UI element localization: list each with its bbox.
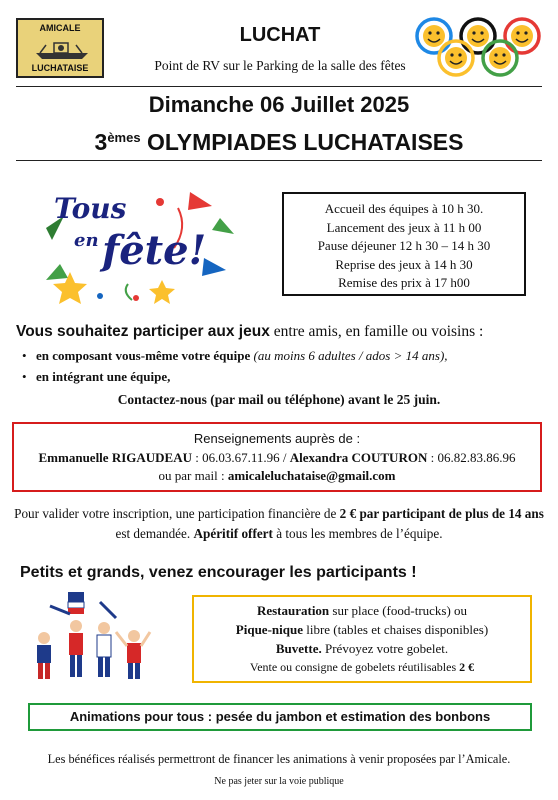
food-line — [194, 601, 530, 620]
logo-line2: LUCHATAISE — [31, 63, 89, 73]
benefits-note: Les bénéfices réalisés permettront de financer les animations à venir proposées par l’Amicale. — [47, 752, 511, 766]
bar-label: Buvette. — [275, 641, 322, 656]
party-text-fete: fête! — [102, 227, 207, 274]
mail-prefix: ou par mail : — [158, 468, 228, 483]
participation-lead-bold: Vous souhaitez participer aux jeux — [16, 323, 270, 340]
event-title — [0, 129, 558, 156]
cheering-crowd-illustration — [30, 592, 154, 684]
person1-phone: : 06.03.67.11.96 / — [192, 449, 290, 465]
schedule-item: Pause déjeuner 12 h 30 – 14 h 30 — [317, 238, 491, 253]
info-contacts — [14, 449, 540, 468]
food-line — [194, 620, 530, 639]
encourage-heading: Petits et grands, venez encourager les participants ! — [20, 564, 417, 581]
fee-text: est demandée. — [115, 526, 194, 541]
picnic-label: Pique-nique — [235, 622, 303, 637]
restauration-label: Restauration — [256, 603, 330, 618]
event-number-suffix: èmes — [107, 130, 141, 145]
info-title: Renseignements auprès de : — [193, 431, 361, 446]
food-line — [194, 658, 530, 677]
bullet-item — [22, 369, 170, 385]
town-title: LUCHAT — [239, 24, 321, 46]
bullet-item — [22, 348, 448, 364]
litter-notice: Ne pas jeter sur la voie publique — [214, 776, 344, 787]
schedule-item: Reprise des jeux à 14 h 30 — [335, 256, 473, 272]
person2-name: Alexandra COUTURON — [289, 449, 428, 465]
title-divider — [16, 160, 542, 161]
aperitif-offer: Apéritif offert — [193, 526, 273, 541]
participation-lead-rest: entre amis, en famille ou voisins : — [269, 323, 484, 340]
schedule-box — [282, 192, 526, 296]
fee-paragraph — [12, 504, 546, 544]
meeting-point: Point de RV sur le Parking de la salle des fêtes — [154, 58, 406, 73]
bar-text: Prévoyez votre gobelet. — [321, 641, 449, 656]
cups-text: Vente ou consigne de gobelets réutilisables — [249, 660, 460, 674]
cups-price: 2 € — [459, 660, 475, 674]
event-number: 3 — [94, 129, 108, 155]
bullet-bold: en composant vous-même votre équipe — [36, 348, 251, 363]
picnic-text: libre (tables et chaises disponibles) — [302, 622, 489, 637]
fee-amount: 2 € par participant de plus de 14 ans — [339, 506, 544, 521]
boat-icon — [32, 35, 92, 63]
mail-link[interactable]: amicaleluchataise@gmail.com — [227, 468, 396, 483]
participation-lead — [16, 323, 483, 341]
header-divider — [16, 86, 542, 87]
logo-line1: AMICALE — [39, 23, 81, 33]
food-line — [194, 639, 530, 658]
animations-box: Animations pour tous : pesée du jambon et estimation des bonbons — [28, 703, 532, 731]
party-text-tous: Tous — [54, 192, 127, 225]
info-mail-line — [14, 467, 540, 486]
info-box — [12, 422, 542, 492]
person1-name: Emmanuelle RIGAUDEAU — [38, 449, 192, 465]
party-text-en: en — [74, 230, 99, 251]
schedule-item: Remise des prix à 17 h00 — [338, 275, 470, 290]
contact-deadline: Contactez-nous (par mail ou téléphone) avant le 25 juin. — [117, 392, 441, 407]
fee-text: Pour valider votre inscription, une participation financière de — [14, 506, 340, 521]
olympic-smiley-rings-icon — [414, 14, 546, 82]
fee-text: à tous les membres de l’équipe. — [272, 526, 443, 541]
bullet-icon: • — [22, 348, 27, 363]
food-box — [192, 595, 532, 683]
event-name: OLYMPIADES LUCHATAISES — [146, 129, 464, 155]
party-confetti-art — [40, 188, 240, 306]
bullet-icon: • — [22, 369, 27, 384]
event-date: Dimanche 06 Juillet 2025 — [148, 92, 410, 117]
schedule-item: Accueil des équipes à 10 h 30. — [324, 201, 484, 216]
restauration-text: sur place (food-trucks) ou — [329, 603, 468, 618]
amicale-logo — [16, 18, 104, 78]
bullet-note: (au moins 6 adultes / ados > 14 ans), — [250, 348, 448, 363]
schedule-item: Lancement des jeux à 11 h 00 — [326, 219, 482, 235]
person2-phone: : 06.82.83.86.96 — [427, 449, 516, 465]
bullet-bold: en intégrant une équipe, — [36, 369, 171, 384]
